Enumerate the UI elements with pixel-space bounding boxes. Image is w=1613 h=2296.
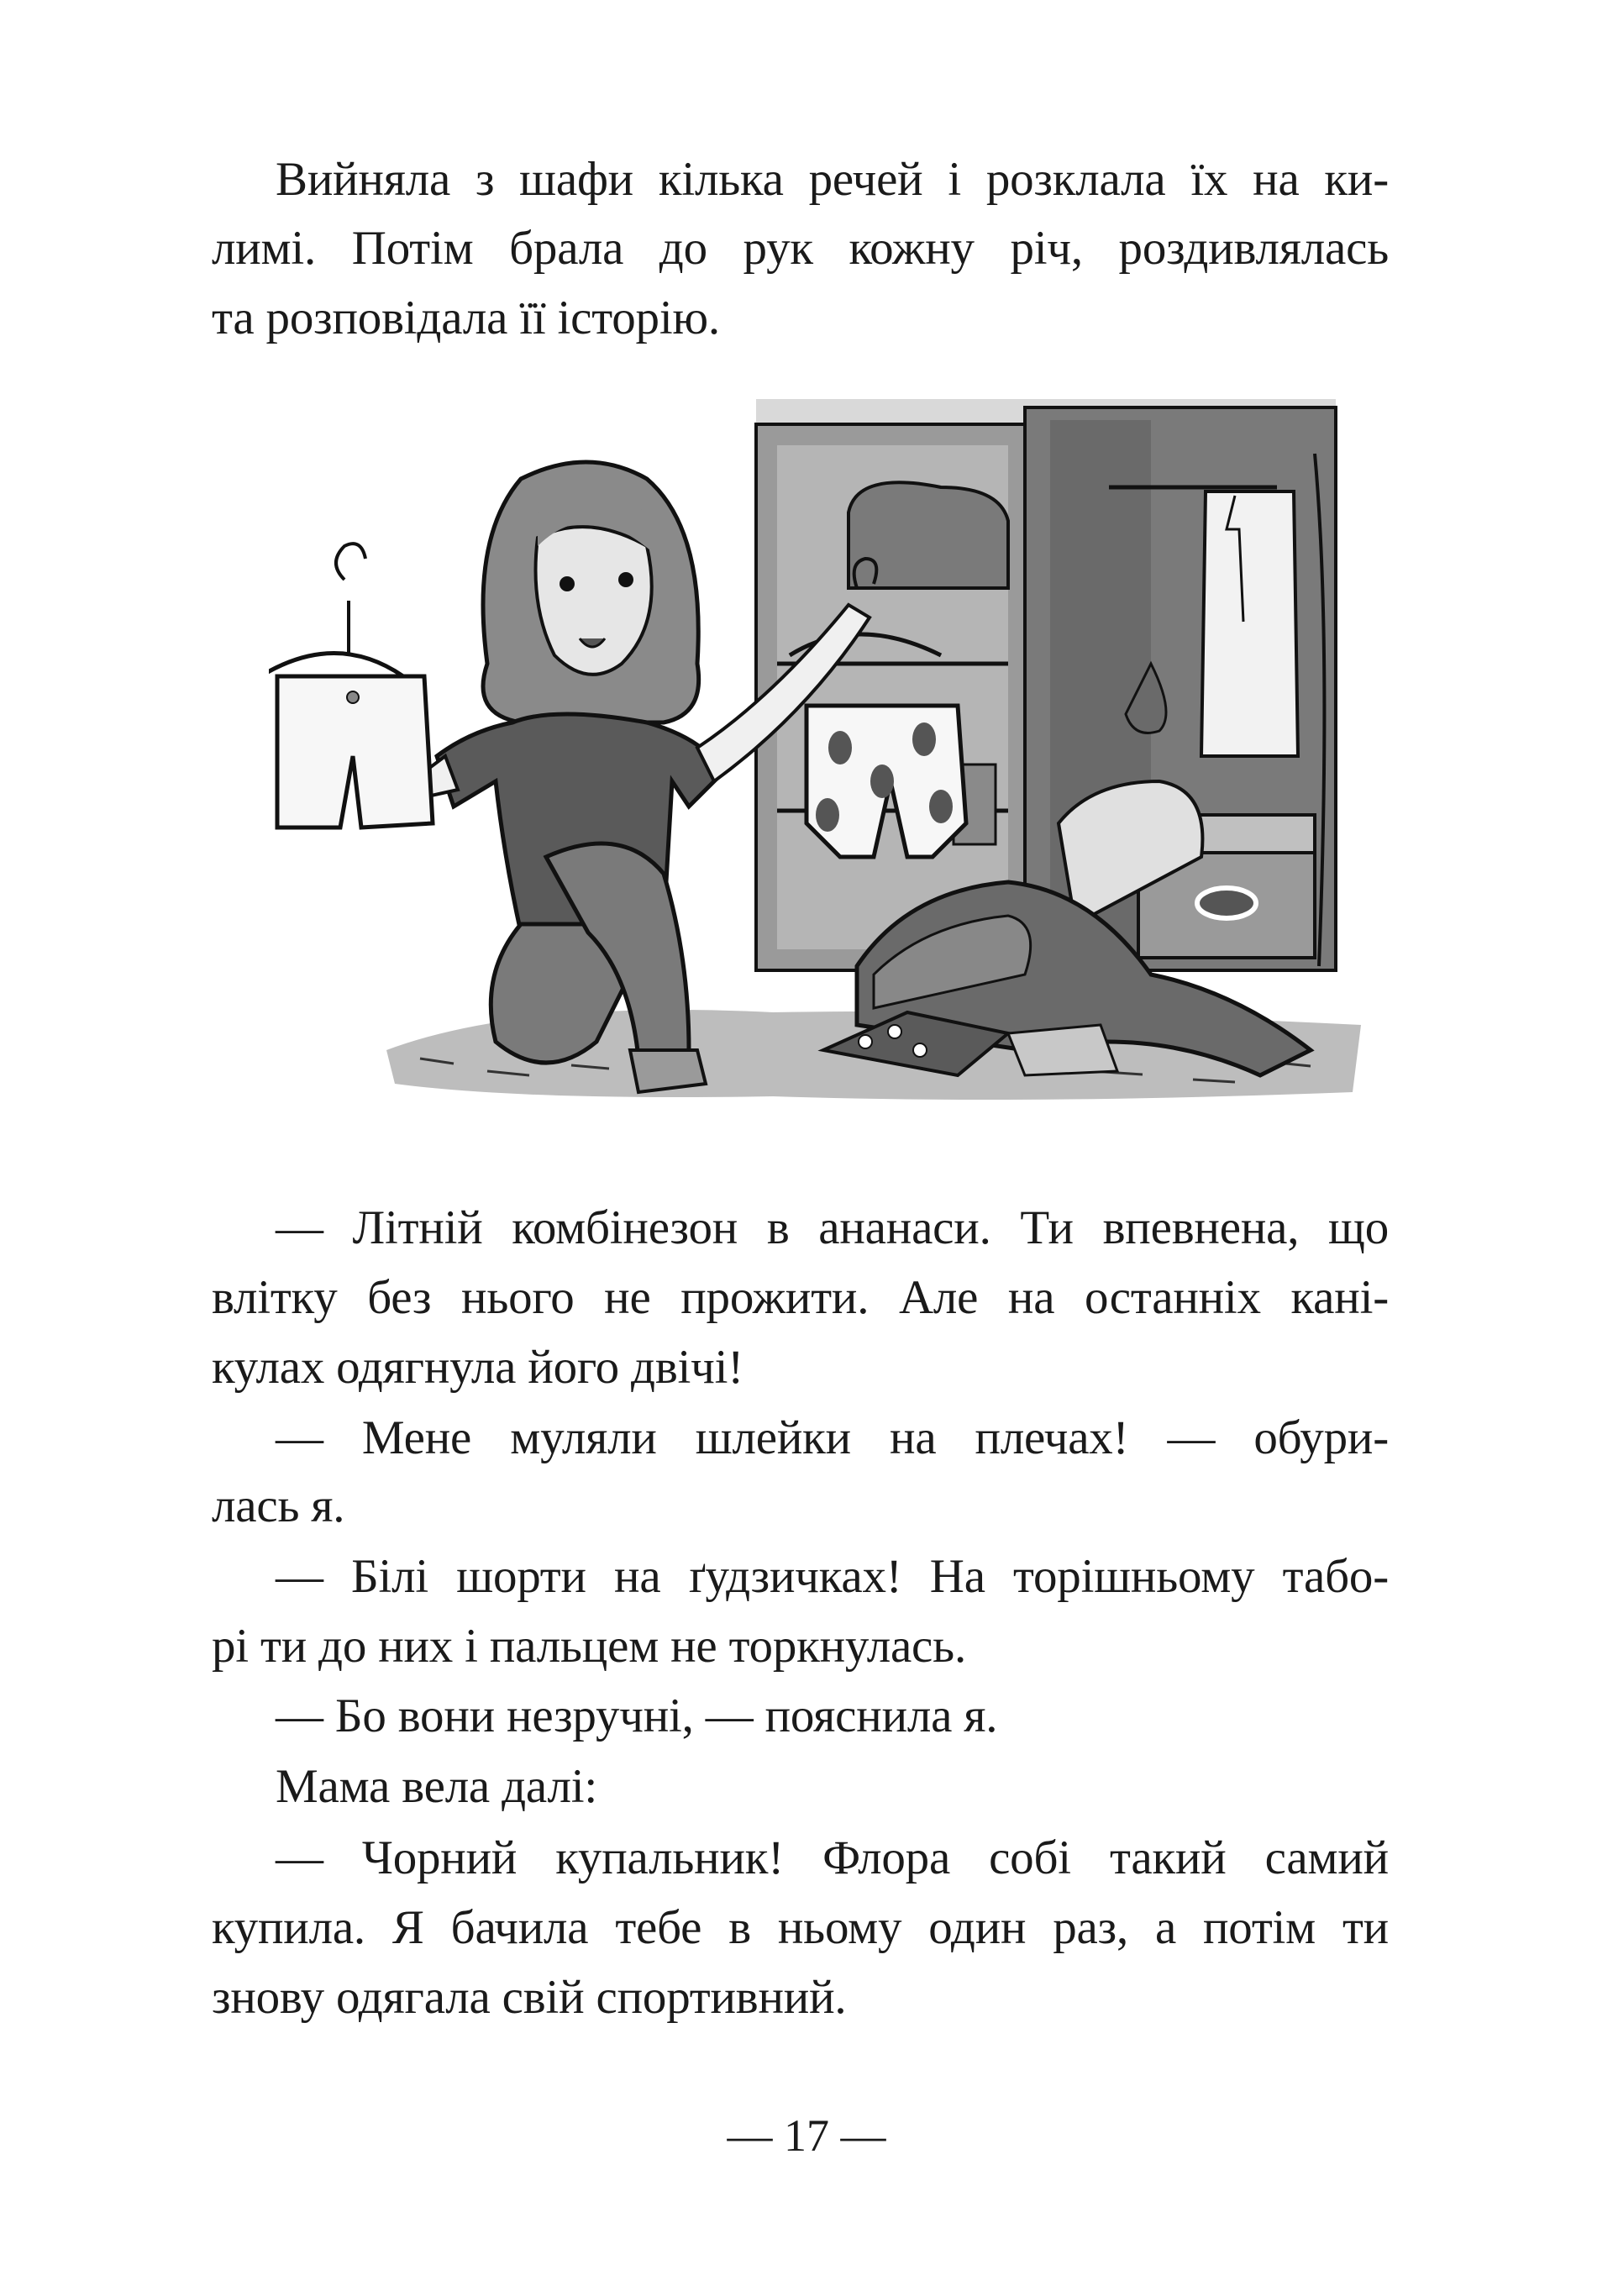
dialogue-line-5: лась я. — [212, 1479, 345, 1532]
dialogue-line-8: — Бо вони незручні, — пояснила я. — [276, 1689, 998, 1742]
intro-line-2: лимі. Потім брала до рук кожну річ, роздивлялась — [212, 222, 1389, 275]
dialogue-line-1: — Літній комбінезон в ананаси. Ти впевнена, що — [276, 1201, 1389, 1254]
dialogue-line-9: Мама вела далі: — [276, 1760, 598, 1813]
dialogue-line-2: влітку без нього не прожити. Але на останніх кані- — [212, 1271, 1389, 1324]
sock — [630, 1050, 706, 1092]
intro-line-1: Вийняла з шафи кілька речей і розклала їх на ки- — [276, 153, 1389, 206]
illustration-girl-wardrobe — [269, 386, 1361, 1109]
hat — [849, 482, 1008, 588]
page-number: — 17 — — [727, 2110, 886, 2161]
dialogue-line-10: — Чорний купальник! Флора собі такий самий — [276, 1831, 1389, 1884]
dialogue-line-4: — Мене муляли шлейки на плечах! — обури- — [276, 1411, 1389, 1464]
white-coat — [1201, 491, 1298, 756]
wardrobe — [756, 399, 1336, 970]
white-shorts — [269, 544, 433, 828]
intro-line-3: та розповідала її історію. — [212, 292, 720, 344]
dialogue-line-3: кулах одягнула його двічі! — [212, 1341, 744, 1394]
dialogue-line-7: рі ти до них і пальцем не торкнулась. — [212, 1620, 967, 1673]
dialogue-line-11: купила. Я бачила тебе в ньому один раз, а потім ти — [212, 1901, 1389, 1954]
dialogue-line-12: знову одягала свій спортивний. — [212, 1971, 847, 2024]
dialogue-line-6: — Білі шорти на ґудзичках! На торішньому табо- — [276, 1550, 1389, 1603]
illustration-svg — [269, 386, 1361, 1109]
